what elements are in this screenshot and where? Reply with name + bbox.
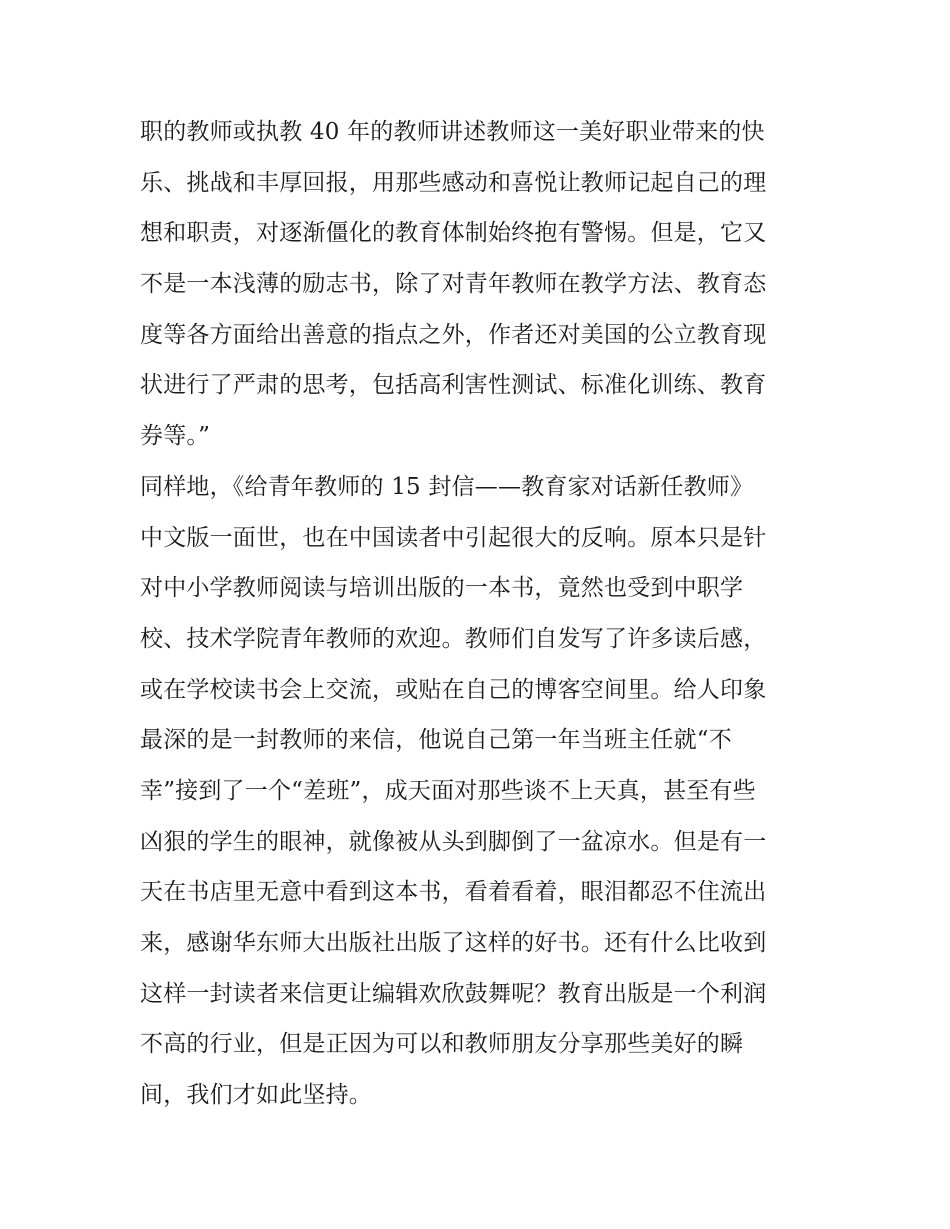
- text-line: 不是一本浅薄的励志书，除了对青年教师在教学方法、教育态: [140, 271, 767, 298]
- body-text: [140, 107, 820, 1121]
- text-line: 同样地，《给青年教师的 15 封信——教育家对话新任教师》: [140, 473, 754, 500]
- text-line: 来，感谢华东师大出版社出版了这样的好书。还有什么比收到: [140, 930, 767, 956]
- text-line: 对中小学教师阅读与培训出版的一本书，竟然也受到中职学: [140, 575, 744, 602]
- text-line: 度等各方面给出善意的指点之外，作者还对美国的公立教育现: [140, 321, 767, 348]
- text-line: 中文版一面世，也在中国读者中引起很大的反响。原本只是针: [140, 524, 767, 551]
- text-line: 校、技术学院青年教师的欢迎。教师们自发写了许多读后感，: [140, 625, 767, 652]
- text-line: 最深的是一封教师的来信，他说自己第一年当班主任就“不: [140, 727, 732, 754]
- text-line: 想和职责，对逐渐僵化的教育体制始终抱有警惕。但是，它又: [140, 220, 767, 247]
- text-line: 状进行了严肃的思考，包括高利害性测试、标准化训练、教育: [140, 372, 767, 399]
- text-line: 职的教师或执教 40 年的教师讲述教师这一美好职业带来的快: [140, 119, 765, 145]
- text-line: 不高的行业，但是正因为可以和教师朋友分享那些美好的瞬: [140, 1031, 744, 1058]
- text-line: 或在学校读书会上交流，或贴在自己的博客空间里。给人印象: [140, 676, 767, 703]
- text-line: 这样一封读者来信更让编辑欢欣鼓舞呢？教育出版是一个利润: [140, 980, 767, 1007]
- text-line: 券等。”: [140, 423, 211, 450]
- text-line: 间，我们才如此坚持。: [140, 1082, 372, 1109]
- text-line: 凶狠的学生的眼神，就像被从头到脚倒了一盆凉水。但是有一: [140, 828, 767, 855]
- text-line: 天在书店里无意中看到这本书，看着看着，眼泪都忍不住流出: [140, 879, 767, 906]
- text-line: 幸”接到了一个“差班”，成天面对那些谈不上天真，甚至有些: [140, 777, 756, 804]
- text-line: 乐、挑战和丰厚回报，用那些感动和喜悦让教师记起自己的理: [140, 169, 767, 196]
